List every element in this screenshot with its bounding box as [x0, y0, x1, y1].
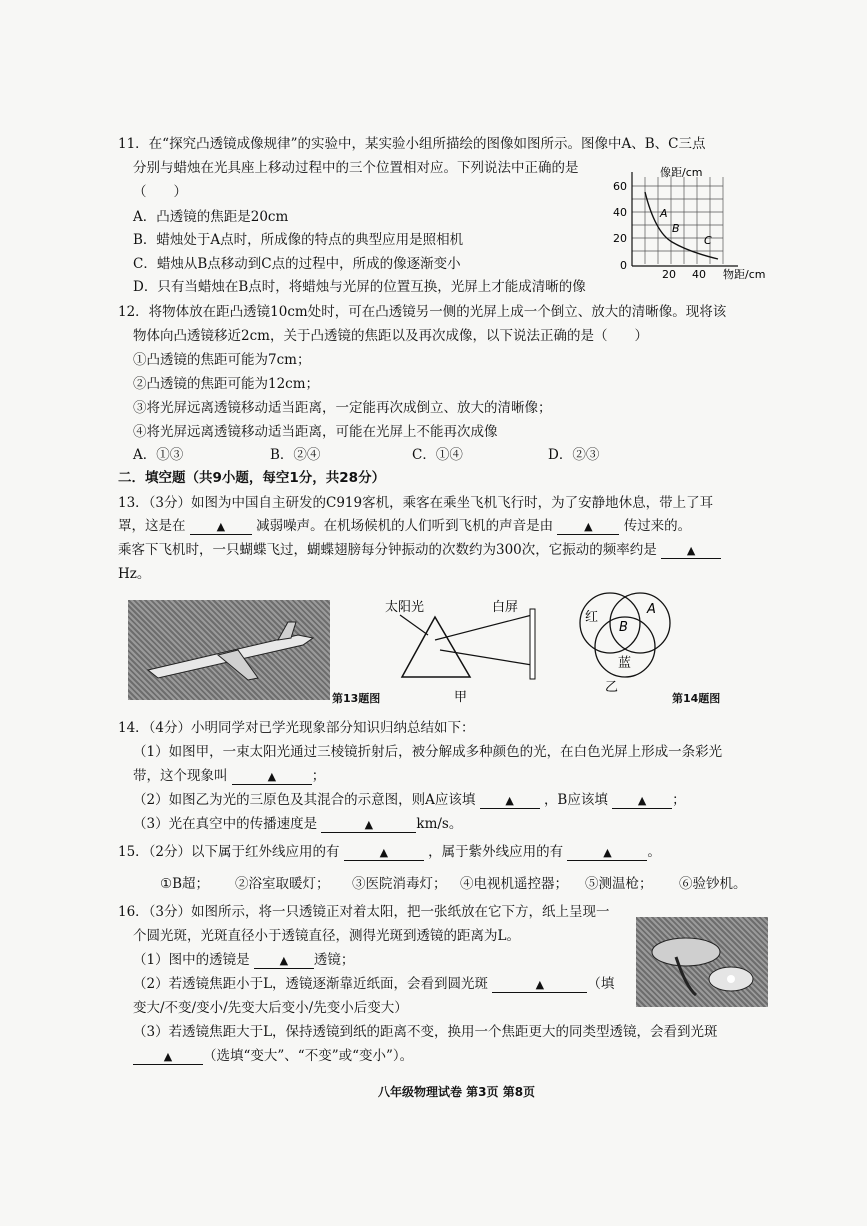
q14-text: （3）光在真空中的传播速度是	[133, 816, 318, 832]
graph-point-b: B	[672, 222, 680, 235]
color-mixing-diagram	[565, 585, 685, 695]
q16-line1: 16．（3分）如图所示，将一只透镜正对着太阳，把一张纸放在它下方，纸上呈现一	[118, 904, 610, 920]
q11-option-c: C．蜡烛从B点移动到C点的过程中，所成的像逐渐变小	[133, 256, 461, 272]
section-fill-in-title: 二．填空题（共9小题，每空1分，共28分）	[118, 470, 386, 486]
q12-line1: 12．将物体放在距凸透镜10cm处时，可在凸透镜另一侧的光屏上成一个倒立、放大的清晰像。现将该	[118, 304, 727, 320]
q12-option-c: C．①④	[412, 447, 463, 463]
graph-grid	[632, 177, 723, 264]
q15-option-4: ④电视机遥控器；	[460, 876, 568, 892]
graph-ytick: 0	[620, 259, 627, 272]
q14-text: ；	[311, 768, 326, 784]
figure-yi-label: 乙	[605, 680, 619, 695]
light-ray	[440, 650, 532, 665]
image-distance-graph	[610, 162, 780, 280]
graph-curve	[645, 192, 718, 259]
q11-option-d: D．只有当蜡烛在B点时，将蜡烛与光屏的位置互换，光屏上才能成清晰的像	[133, 279, 586, 295]
q13-text: 乘客下飞机时，一只蝴蝶飞过，蝴蝶翅膀每分钟振动的次数约为300次，它振动的频率约是	[118, 542, 657, 558]
q14-text: （2）如图乙为光的三原色及其混合的示意图，则A应该填	[133, 792, 476, 808]
q14-text: ，B应该填	[543, 792, 608, 808]
q12-option-a: A．①③	[133, 447, 184, 463]
light-ray	[435, 615, 532, 640]
q13-line4: Hz。	[118, 566, 151, 582]
q16-text: （2）若透镜焦距小于L，透镜逐渐靠近纸面，会看到圆光斑	[133, 976, 489, 992]
answer-blank[interactable]: ▲	[254, 952, 314, 969]
q15-text: 。	[647, 844, 661, 860]
answer-blank[interactable]: ▲	[492, 976, 587, 993]
q16-line7	[133, 1044, 413, 1065]
q14-line3	[133, 764, 325, 785]
q12-statement-2: ②凸透镜的焦距可能为12cm；	[133, 376, 320, 392]
prism-diagram	[380, 595, 550, 705]
q15-option-2: ②浴室取暖灯；	[235, 876, 330, 892]
q12-option-d: D．②③	[548, 447, 600, 463]
figure-jia-label: 甲	[454, 690, 468, 705]
q13-line2	[118, 514, 691, 535]
blue-label: 蓝	[618, 656, 632, 671]
light-ray	[400, 615, 428, 635]
q12-option-b: B．②④	[270, 447, 321, 463]
q11-line2: 分别与蜡烛在光具座上移动过程中的三个位置相对应。下列说法中正确的是	[133, 160, 579, 176]
red-label: 红	[585, 610, 599, 625]
q11-option-a: A．凸透镜的焦距是20cm	[133, 209, 289, 225]
q12-statement-1: ①凸透镜的焦距可能为7cm；	[133, 352, 311, 368]
q13-text: 传过来的。	[623, 518, 692, 534]
q15-text: 15．（2分）以下属于红外线应用的有	[118, 844, 340, 860]
q12-line2: 物体向凸透镜移近2cm，关于凸透镜的焦距以及再次成像，以下说法正确的是（ ）	[133, 328, 648, 344]
prism-shape	[402, 617, 470, 677]
white-screen	[530, 609, 535, 679]
q13-text: 罩，这是在	[118, 518, 186, 534]
a-label: A	[647, 602, 656, 617]
q16-line6: （3）若透镜焦距大于L，保持透镜到纸的距离不变，换用一个焦距更大的同类型透镜，会看到光斑	[133, 1024, 718, 1040]
answer-blank[interactable]: ▲	[344, 844, 424, 861]
q14-line1: 14．（4分）小明同学对已学光现象部分知识归纳总结如下：	[118, 720, 475, 736]
q16-text: （选填“变大”、“不变”或“变小”）。	[203, 1048, 414, 1064]
q15-option-3: ③医院消毒灯；	[352, 876, 447, 892]
q16-text: 透镜；	[313, 952, 355, 968]
sunlight-label: 太阳光	[385, 600, 425, 615]
q14-text: ；	[672, 792, 686, 808]
q14-line5	[133, 812, 462, 833]
q13-line3	[118, 538, 721, 559]
graph-ytick: 40	[613, 206, 627, 219]
answer-blank[interactable]: ▲	[567, 844, 647, 861]
q15-text: ，属于紫外线应用的有	[428, 844, 564, 860]
q16-text: （填	[587, 976, 615, 992]
answer-blank[interactable]: ▲	[232, 768, 312, 785]
graph-xlabel: 物距/cm	[723, 268, 766, 280]
answer-blank[interactable]: ▲	[321, 816, 416, 833]
graph-point-a: A	[660, 207, 668, 220]
q14-text: 带，这个现象叫	[133, 768, 228, 784]
q14-line4	[133, 788, 686, 809]
q16-line5: 变大/不变/变小/先变大后变小/先变小后变大）	[133, 1000, 408, 1016]
q16-line3	[133, 948, 354, 969]
q15-option-5: ⑤测温枪；	[585, 876, 653, 892]
q12-statement-4: ④将光屏远离透镜移动适当距离，可能在光屏上不能再次成像	[133, 424, 498, 440]
q11-answer-paren: （ ）	[133, 184, 187, 200]
graph-xtick: 20	[662, 268, 676, 280]
b-label: B	[619, 620, 628, 635]
q13-text: 减弱噪声。在机场候机的人们听到飞机的声音是由	[256, 518, 554, 534]
graph-point-c: C	[704, 234, 712, 247]
lens-sunlight-photo	[636, 917, 768, 1007]
q13-line1: 13．（3分）如图为中国自主研发的C919客机，乘客在乘坐飞机飞行时，为了安静地休息，带上了耳	[118, 495, 714, 511]
answer-blank[interactable]: ▲	[612, 792, 672, 809]
q16-line2: 个圆光斑，光斑直径小于透镜直径，测得光斑到透镜的距离为L。	[133, 928, 520, 944]
figure14-caption: 第14题图	[672, 692, 721, 705]
page-footer: 八年级物理试卷 第3页 第8页	[378, 1085, 536, 1099]
figure13-caption: 第13题图	[332, 692, 381, 705]
graph-ytick: 60	[613, 180, 627, 193]
airplane-icon	[128, 600, 330, 700]
c919-airplane-photo	[128, 600, 330, 700]
lens-icon	[636, 917, 768, 1007]
answer-blank[interactable]: ▲	[557, 518, 619, 535]
q14-text: km/s。	[416, 816, 463, 832]
q15-option-1: ①B超；	[160, 876, 210, 892]
q14-line2: （1）如图甲，一束太阳光通过三棱镜折射后，被分解成多种颜色的光，在白色光屏上形成一条彩光	[133, 744, 723, 760]
q16-line4	[133, 972, 614, 993]
white-screen-label: 白屏	[492, 600, 519, 615]
answer-blank[interactable]: ▲	[480, 792, 540, 809]
q15-option-6: ⑥验钞机。	[679, 876, 747, 892]
graph-ytick: 20	[613, 232, 627, 245]
graph-ylabel: 像距/cm	[660, 166, 703, 179]
answer-blank[interactable]: ▲	[661, 542, 721, 559]
q11-option-b: B．蜡烛处于A点时，所成像的特点的典型应用是照相机	[133, 232, 464, 248]
q16-text: （1）图中的透镜是	[133, 952, 250, 968]
answer-blank[interactable]: ▲	[133, 1048, 203, 1065]
q12-statement-3: ③将光屏远离透镜移动适当距离，一定能再次成倒立、放大的清晰像；	[133, 400, 552, 416]
graph-xtick: 40	[692, 268, 706, 280]
q11-line1: 11．在“探究凸透镜成像规律”的实验中，某实验小组所描绘的图像如图所示。图像中A、B、C三点	[118, 136, 706, 152]
q15-line1	[118, 840, 661, 861]
answer-blank[interactable]: ▲	[190, 518, 252, 535]
